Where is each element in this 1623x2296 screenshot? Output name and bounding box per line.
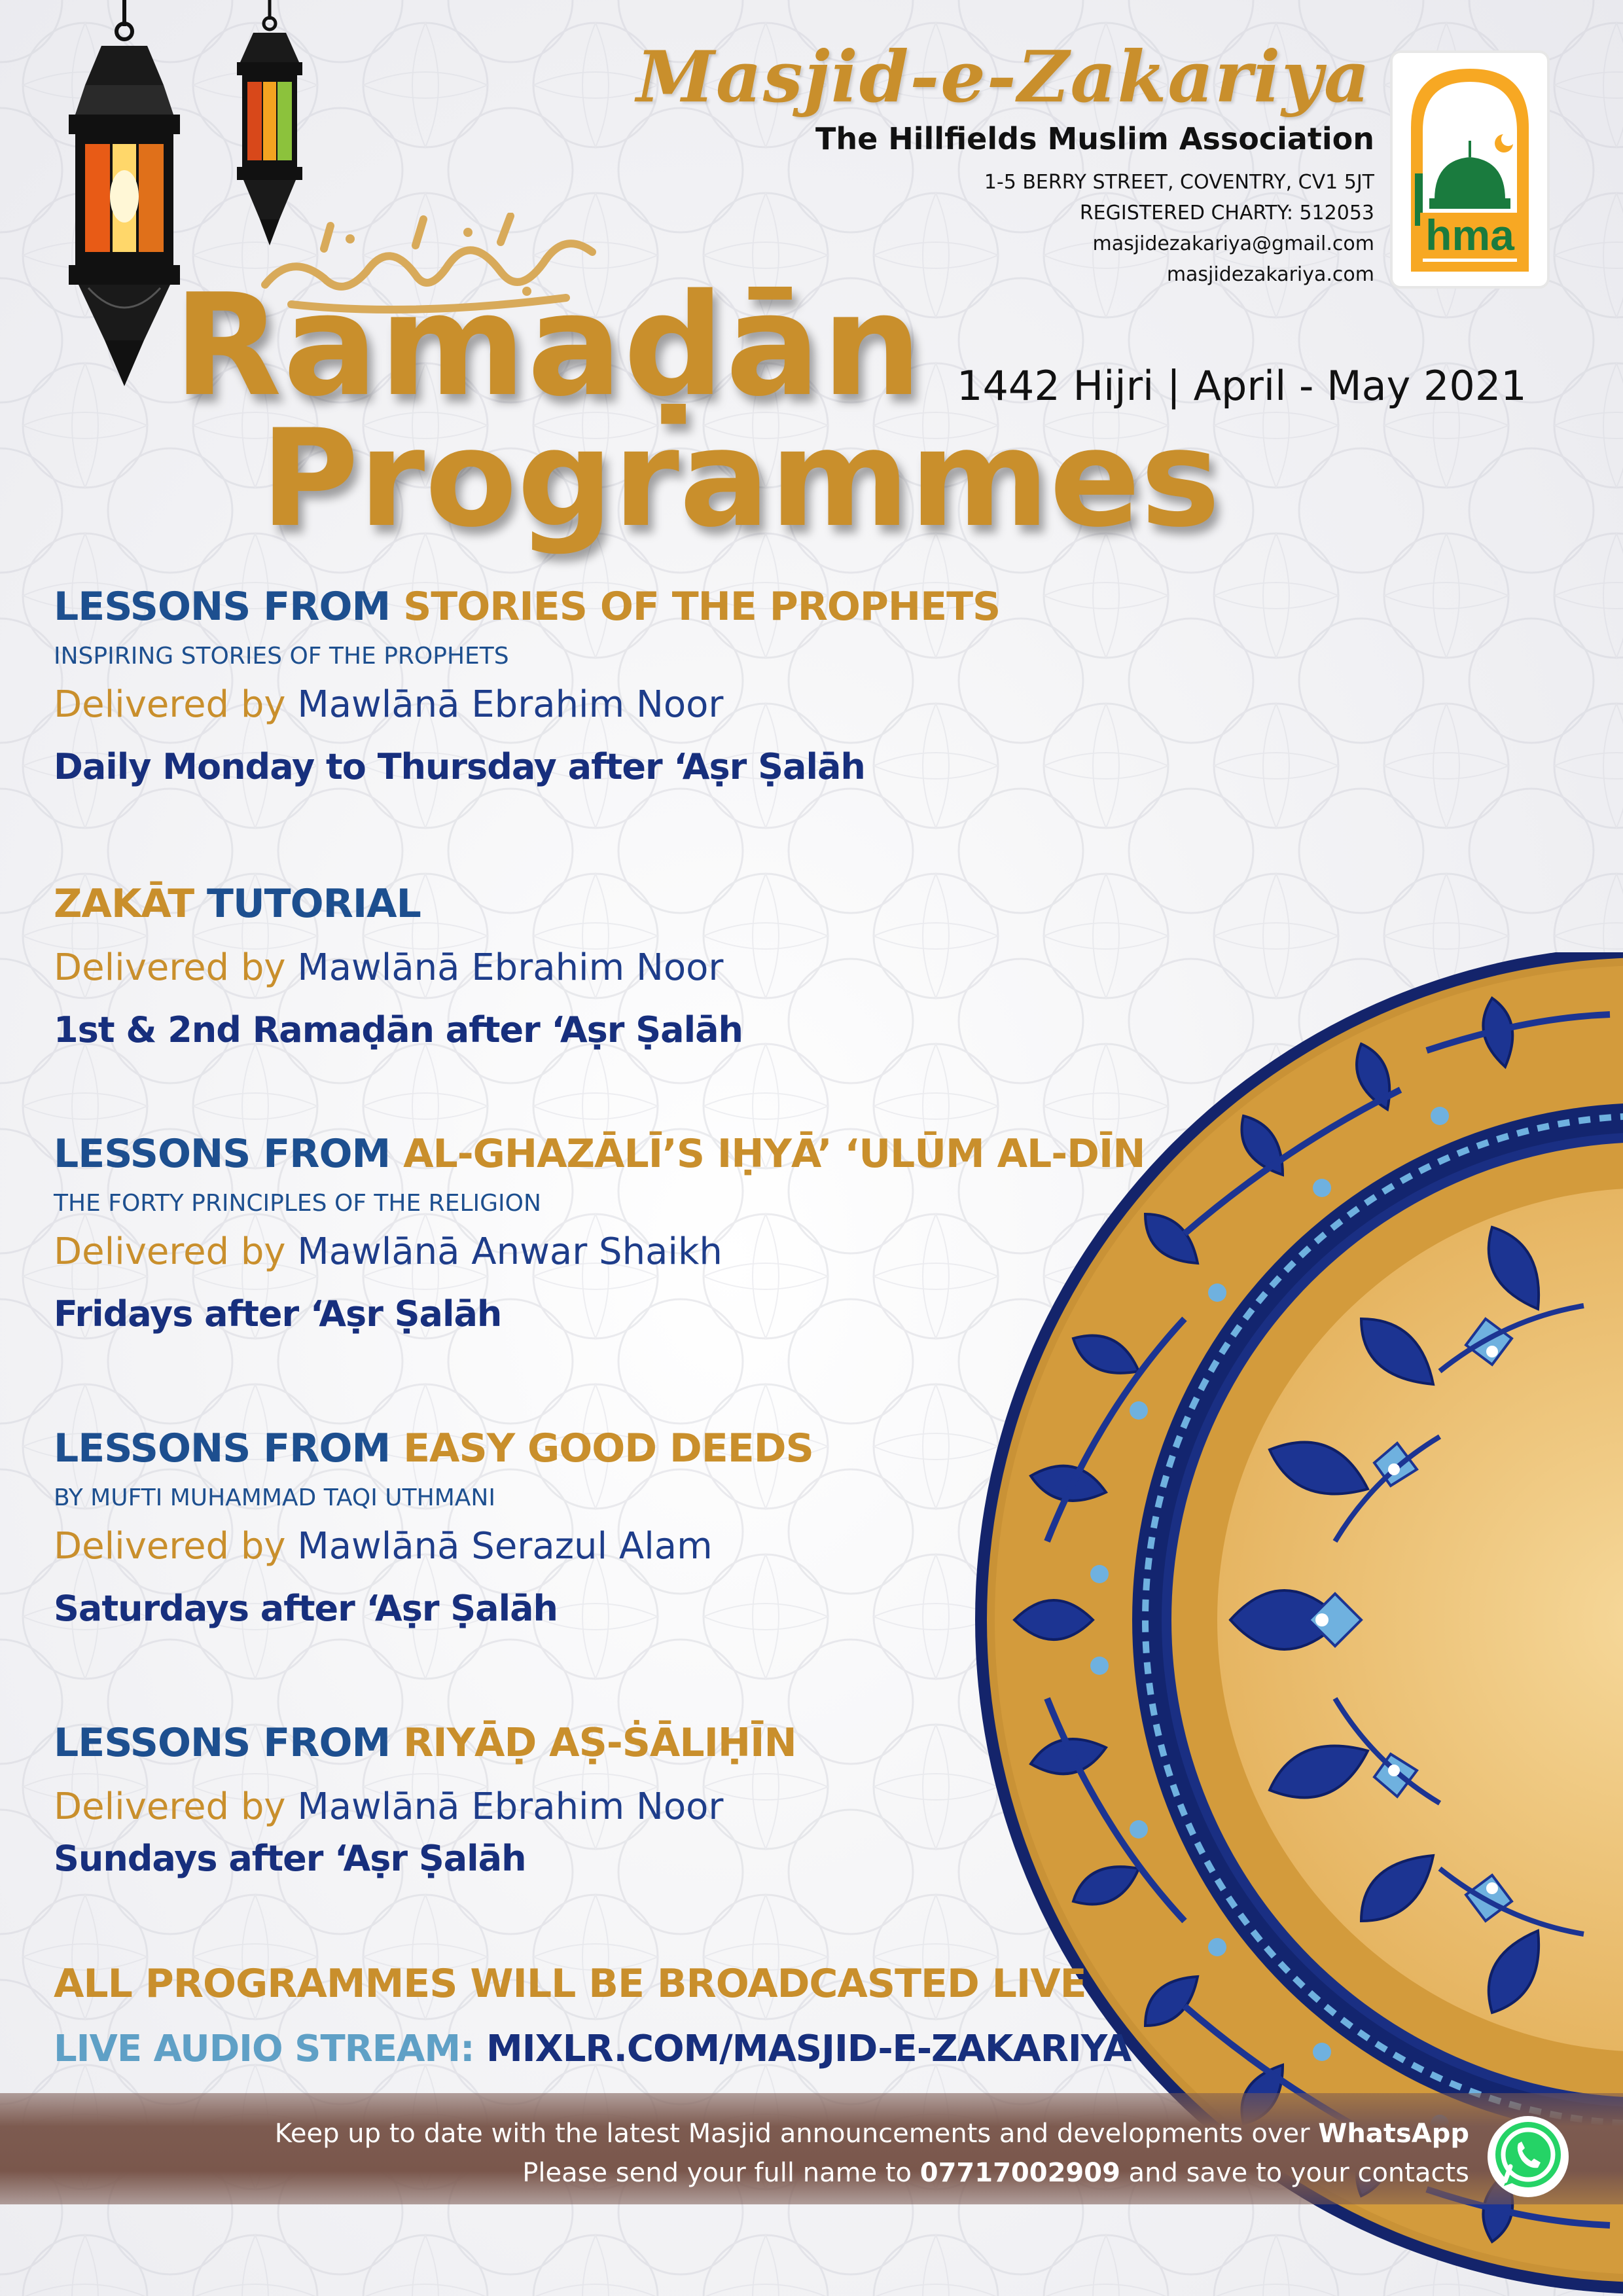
address-line: 1-5 BERRY STREET, COVENTRY, CV1 5JT	[984, 171, 1374, 194]
delivered-by-label: Delivered by	[54, 1525, 298, 1568]
programme-title	[54, 581, 1000, 632]
programme-title	[54, 878, 743, 929]
programme-title-prefix: LESSONS FROM	[54, 584, 404, 630]
programme-speaker-line	[54, 681, 1000, 729]
programme-title-prefix: LESSONS FROM	[54, 1720, 404, 1766]
programme-riyad-as-salihin	[54, 1717, 796, 1882]
programme-title-main: RIYĀḌ AṢ-ṠĀLIḤĪN	[403, 1720, 796, 1766]
delivered-by-label: Delivered by	[54, 1230, 298, 1273]
programme-subtitle: THE FORTY PRINCIPLES OF THE RELIGION	[54, 1190, 541, 1217]
programme-speaker-line	[54, 1783, 796, 1831]
whatsapp-line-2-pre: Please send your full name to	[522, 2158, 920, 2188]
programme-title	[54, 1128, 1145, 1179]
programme-title-main: EASY GOOD DEEDS	[403, 1426, 813, 1471]
hijri-date: 1442 Hijri | April - May 2021	[957, 362, 1527, 410]
programme-ihya-ulum-al-din	[54, 1128, 1145, 1338]
whatsapp-phone-number[interactable]: 07717002909	[919, 2158, 1120, 2188]
delivered-by-label: Delivered by	[54, 946, 298, 989]
programme-schedule: Daily Monday to Thursday after ‘Aṣr Ṣalāh	[54, 746, 865, 787]
programmes-heading: Programmes	[260, 401, 1221, 557]
charity-number: REGISTERED CHARTY: 512053	[1079, 202, 1374, 224]
programme-title-prefix: LESSONS FROM	[54, 1426, 404, 1471]
speaker-name: Mawlānā Ebrahim Noor	[297, 946, 724, 989]
programme-schedule: Saturdays after ‘Aṣr Ṣalāh	[54, 1588, 558, 1629]
programme-speaker-line	[54, 944, 743, 992]
whatsapp-word: WhatsApp	[1318, 2119, 1469, 2149]
programme-title	[54, 1717, 796, 1768]
whatsapp-line-2-post: and save to your contacts	[1120, 2158, 1469, 2188]
live-stream-line	[54, 2028, 1131, 2070]
programme-schedule: Sundays after ‘Aṣr Ṣalāh	[54, 1838, 526, 1879]
programme-speaker-line	[54, 1228, 1145, 1276]
programme-title-main: STORIES OF THE PROPHETS	[403, 584, 1001, 630]
programme-subtitle: INSPIRING STORIES OF THE PROPHETS	[54, 643, 509, 670]
whatsapp-line-2	[275, 2153, 1469, 2193]
programme-title	[54, 1423, 813, 1474]
stream-link[interactable]: MIXLR.COM/MASJID-E-ZAKARIYA	[486, 2028, 1132, 2070]
contact-block	[984, 167, 1374, 290]
delivered-by-label: Delivered by	[54, 1785, 298, 1828]
website-address: masjidezakariya.com	[1166, 263, 1374, 286]
programme-title-suffix: TUTORIAL	[194, 881, 421, 927]
email-address: masjidezakariya@gmail.com	[1092, 232, 1374, 255]
ramadan-heading: Ramaḍān	[173, 263, 923, 427]
broadcast-notice: ALL PROGRAMMES WILL BE BROADCASTED LIVE	[54, 1961, 1086, 2007]
programme-speaker-line	[54, 1522, 813, 1571]
masjid-name: Masjid-e-Zakariya	[636, 36, 1371, 118]
speaker-name: Mawlānā Serazul Alam	[297, 1525, 713, 1568]
speaker-name: Mawlānā Ebrahim Noor	[297, 1785, 724, 1828]
whatsapp-icon[interactable]	[1486, 2114, 1571, 2199]
association-name: The Hillfields Muslim Association	[815, 121, 1374, 156]
programme-easy-good-deeds	[54, 1423, 813, 1632]
delivered-by-label: Delivered by	[54, 683, 298, 726]
programme-stories-of-prophets	[54, 581, 1000, 791]
programme-subtitle: BY MUFTI MUHAMMAD TAQI UTHMANI	[54, 1484, 495, 1511]
logo-text: hma	[1425, 211, 1514, 259]
stream-label: LIVE AUDIO STREAM:	[54, 2028, 486, 2070]
speaker-name: Mawlānā Anwar Shaikh	[297, 1230, 722, 1273]
programme-title-main: ZAKĀT	[54, 881, 194, 927]
programme-title-main: AL-GHAZĀLĪ’S IḤYĀ’ ‘ULŪM AL-DĪN	[403, 1131, 1145, 1177]
programme-zakat-tutorial	[54, 878, 743, 1054]
whatsapp-notice	[275, 2114, 1469, 2193]
whatsapp-line-1-text: Keep up to date with the latest Masjid announcements and developments over	[274, 2119, 1319, 2149]
programme-title-prefix: LESSONS FROM	[54, 1131, 404, 1177]
programme-schedule: Fridays after ‘Aṣr Ṣalāh	[54, 1293, 502, 1335]
speaker-name: Mawlānā Ebrahim Noor	[297, 683, 724, 726]
programme-schedule: 1st & 2nd Ramaḍān after ‘Aṣr Ṣalāh	[54, 1009, 743, 1050]
small-lantern-icon	[217, 0, 322, 249]
hma-logo	[1389, 49, 1551, 293]
whatsapp-line-1	[275, 2114, 1469, 2153]
